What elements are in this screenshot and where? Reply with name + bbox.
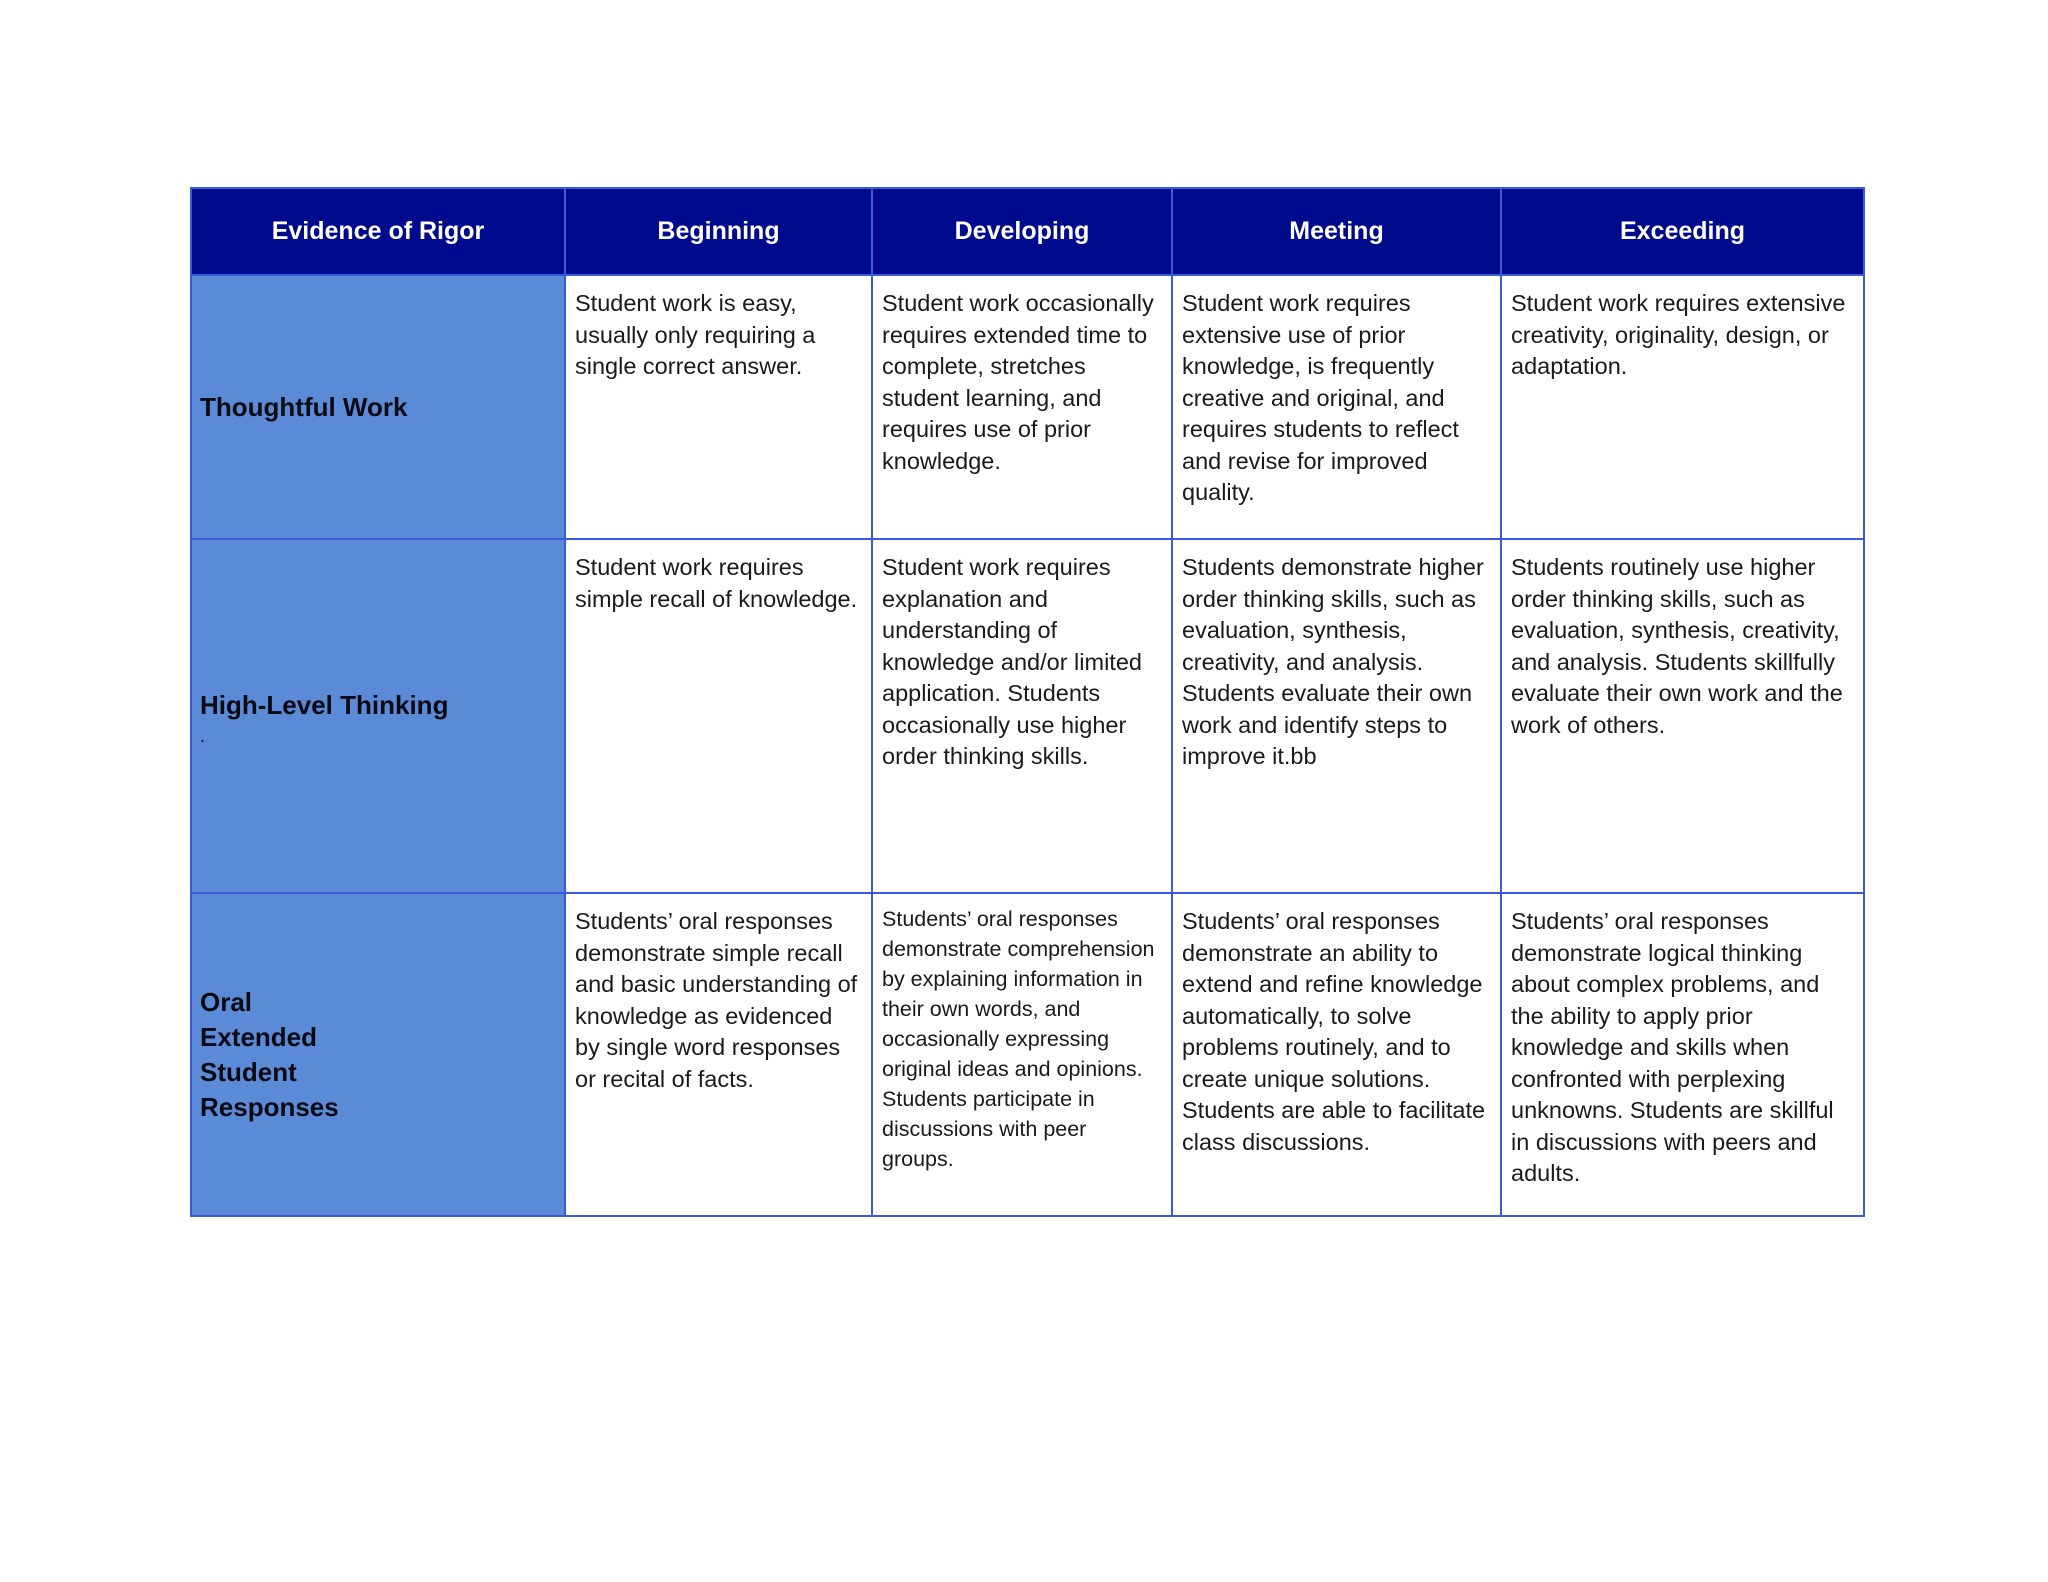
cell-oral-responses-meeting: Students’ oral responses demonstrate an ability to extend and refine knowledge automatically, to solve problems routinely, and to create unique solutions. Students are able to facilitate class discussions.: [1172, 893, 1501, 1216]
row-label-stray-dot: .: [200, 725, 206, 746]
row-label-thoughtful-work: Thoughtful Work: [191, 275, 565, 539]
row-label-oral-extended-student-responses: [191, 893, 565, 1216]
header-exceeding: Exceeding: [1501, 188, 1864, 275]
cell-thoughtful-work-meeting: Student work requires extensive use of prior knowledge, is frequently creative and original, and requires students to reflect and revise for improved quality.: [1172, 275, 1501, 539]
cell-oral-responses-developing: Students’ oral responses demonstrate comprehension by explaining information in their own words, and occasionally expressing original ideas and opinions. Students participate in discussions with peer groups.: [872, 893, 1172, 1216]
cell-high-level-thinking-developing: Student work requires explanation and understanding of knowledge and/or limited application. Students occasionally use higher order thinking skills.: [872, 539, 1172, 893]
row-label-line-oral: Oral: [200, 986, 253, 1017]
cell-high-level-thinking-beginning: Student work requires simple recall of knowledge.: [565, 539, 872, 893]
cell-high-level-thinking-exceeding: Students routinely use higher order thinking skills, such as evaluation, synthesis, creativity, and analysis. Students skillfully evaluate their own work and the work of others.: [1501, 539, 1864, 893]
row-label-line-responses: Responses: [200, 1091, 339, 1122]
row-label-high-level-thinking-cell: [191, 539, 565, 893]
header-developing: Developing: [872, 188, 1172, 275]
header-evidence-of-rigor: Evidence of Rigor: [191, 188, 565, 275]
row-label-high-level-thinking: High-Level Thinking: [200, 689, 449, 720]
row-label-line-extended: Extended: [200, 1021, 318, 1052]
cell-thoughtful-work-exceeding: Student work requires extensive creativity, originality, design, or adaptation.: [1501, 275, 1864, 539]
table-row-thoughtful-work: [191, 275, 1864, 539]
cell-thoughtful-work-beginning: Student work is easy, usually only requiring a single correct answer.: [565, 275, 872, 539]
cell-oral-responses-exceeding: Students’ oral responses demonstrate logical thinking about complex problems, and the ability to apply prior knowledge and skills when confronted with perplexing unknowns. Students are skillful in discussions with peers and adults.: [1501, 893, 1864, 1216]
cell-thoughtful-work-developing: Student work occasionally requires extended time to complete, stretches student learning, and requires use of prior knowledge.: [872, 275, 1172, 539]
header-beginning: Beginning: [565, 188, 872, 275]
table-row-high-level-thinking: [191, 539, 1864, 893]
cell-high-level-thinking-meeting: Students demonstrate higher order thinking skills, such as evaluation, synthesis, creativity, and analysis. Students evaluate their own work and identify steps to improve it.bb: [1172, 539, 1501, 893]
table-row-oral-extended-student-responses: [191, 893, 1864, 1216]
header-meeting: Meeting: [1172, 188, 1501, 275]
rigor-rubric-table: [190, 187, 1865, 1217]
header-row: [191, 188, 1864, 275]
cell-oral-responses-beginning: Students’ oral responses demonstrate simple recall and basic understanding of knowledge as evidenced by single word responses or recital of facts.: [565, 893, 872, 1216]
row-label-line-student: Student: [200, 1056, 297, 1087]
